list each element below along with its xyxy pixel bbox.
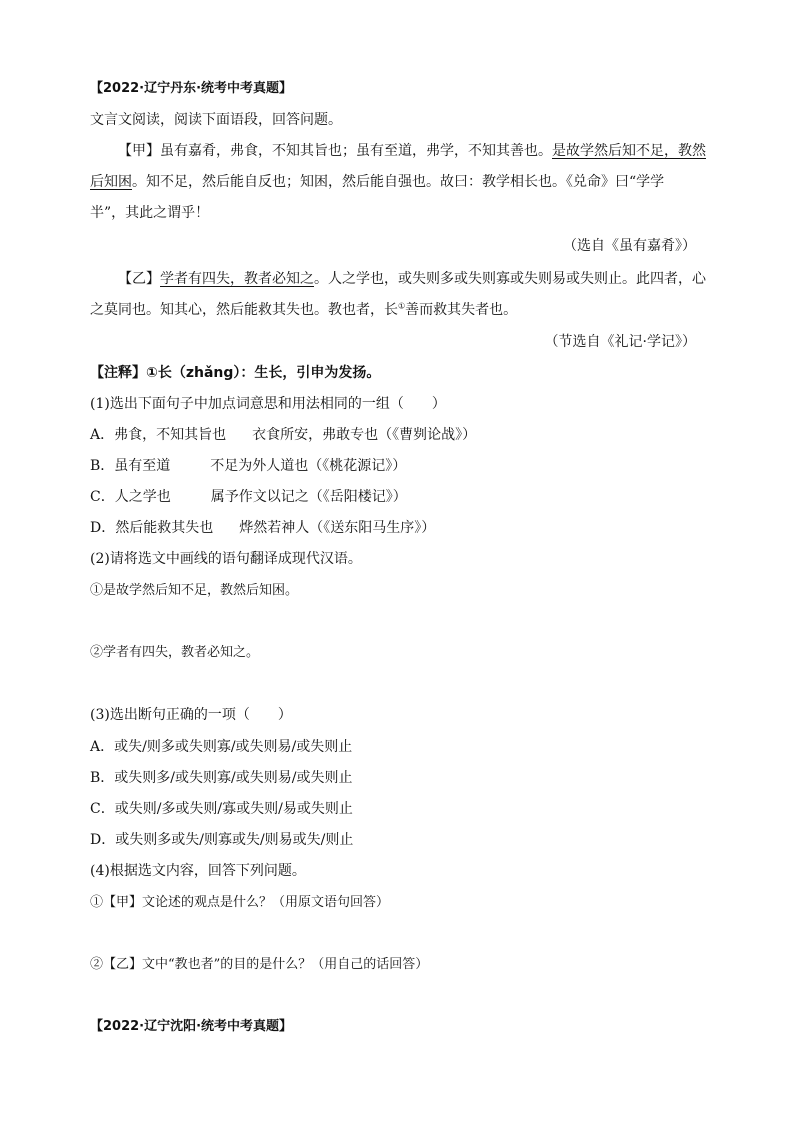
passage-jia-line-1 [118,141,706,161]
passage-yi-line-1 [118,269,706,289]
passage-yi-text: 善而救其失者也。 [405,302,518,318]
question-2-stem: (2)请将选文中画线的语句翻译成现代汉语。 [90,551,362,567]
option-d-right: 烨然若神人（《送东阳马生序》） [239,520,436,536]
question-1-option-c [90,487,407,507]
footnote-marker: ① [398,301,406,311]
option-c-left: C．人之学也 [90,489,171,505]
passage-yi-label: 【乙】 [118,271,160,287]
question-3-option-b: B．或失则多/或失则寡/或失则易/或失则止 [90,770,353,786]
underlined-sentence-1-part-1: 是故学然后知不足，教然 [552,143,706,159]
underlined-sentence-2: 学者有四失，教者必知之 [160,271,314,287]
underlined-sentence-1-part-2: 后知困 [90,174,132,190]
option-a-left: A．弗食，不知其旨也 [90,427,227,443]
reading-instruction: 文言文阅读，阅读下面语段，回答问题。 [90,112,342,128]
passage-jia-source: （选自《虽有嘉肴》） [563,238,696,254]
question-3-option-a: A．或失/则多或失则寡/或失则易/或失则止 [90,739,353,755]
passage-yi-text: 之莫同也。知其心，然后能救其失也。教也者，长 [90,302,398,318]
question-3-option-d: D．或失则多或失/则寡或失/则易或失/则止 [90,832,354,848]
passage-yi-source: （节选自《礼记·学记》） [544,334,696,350]
option-d-left: D．然后能救其失也 [90,520,214,536]
annotation-note [90,363,380,383]
option-c-right: 属予作文以记之（《岳阳楼记》） [210,489,407,505]
question-4-sub-1: ①【甲】文论述的观点是什么？（用原文语句回答） [90,895,390,910]
passage-jia-line-3: 半”，其此之谓乎！ [90,205,210,221]
question-1-stem: (1)选出下面句子中加点词意思和用法相同的一组（ ） [90,396,446,412]
question-header-shenyang: 【2022·辽宁沈阳·统考中考真题】 [90,1019,293,1034]
passage-jia-text: 【甲】虽有嘉肴，弗食，不知其旨也；虽有至道，弗学，不知其善也。 [118,143,552,159]
question-2-sub-2: ②学者有四失，教者必知之。 [90,645,260,660]
option-a-right: 衣食所安，弗敢专也（《曹刿论战》） [252,427,477,443]
question-1-option-a [90,425,476,445]
passage-yi-text: 。人之学也，或失则多或失则寡或失则易或失则止。此四者，心 [314,271,706,287]
question-1-option-b [90,456,406,476]
question-4-stem: (4)根据选文内容，回答下列问题。 [90,863,306,879]
option-b-left: B．虽有至道 [90,458,171,474]
annotation-text: 【注释】①长（zhǎng）：生长，引申为发扬。 [90,365,381,381]
question-3-stem: (3)选出断句正确的一项（ ） [90,707,292,723]
question-1-option-d [90,518,435,538]
passage-jia-line-2 [90,172,664,192]
question-2-sub-1: ①是故学然后知不足，教然后知困。 [90,583,299,598]
question-3-option-c: C．或失则/多或失则/寡或失则/易或失则止 [90,801,353,817]
question-4-sub-2: ②【乙】文中“教也者”的目的是什么？（用自己的话回答） [90,957,429,972]
option-b-right: 不足为外人道也（《桃花源记》） [210,458,407,474]
question-header-dandong: 【2022·辽宁丹东·统考中考真题】 [90,81,293,96]
passage-jia-text: 。知不足，然后能自反也；知困，然后能自强也。故曰：教学相长也。《兑命》曰“学学 [132,174,665,190]
passage-yi-line-2 [90,300,517,320]
